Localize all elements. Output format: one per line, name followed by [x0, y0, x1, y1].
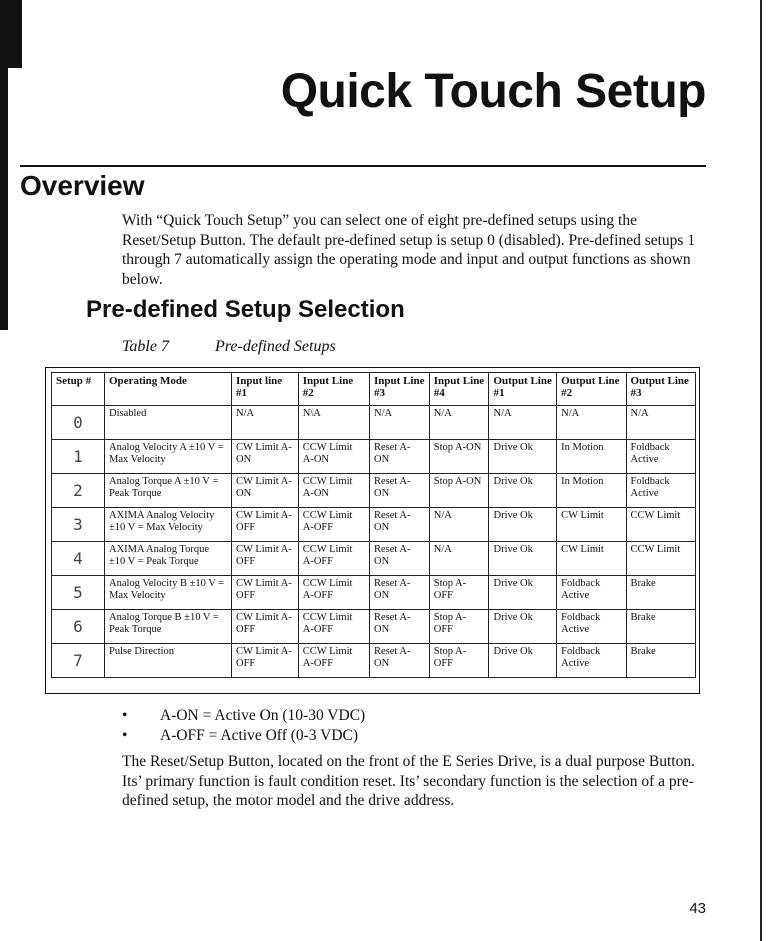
- table-row: [52, 406, 696, 440]
- operating-mode-cell: Analog Torque B ±10 V = Peak Torque: [105, 610, 232, 644]
- input1-cell: CW Limit A-ON: [232, 474, 299, 508]
- setup-number-cell: 1: [52, 440, 105, 474]
- input2-cell: CCW Limit A-OFF: [298, 644, 369, 678]
- setup-number-cell: 0: [52, 406, 105, 440]
- col-header-output3: Output Line #3: [626, 373, 695, 406]
- table-row: [52, 474, 696, 508]
- setup-number-cell: 3: [52, 508, 105, 542]
- output1-cell: Drive Ok: [489, 542, 557, 576]
- output2-cell: N/A: [557, 406, 626, 440]
- operating-mode-cell: AXIMA Analog Torque ±10 V = Peak Torque: [105, 542, 232, 576]
- input2-cell: N\A: [298, 406, 369, 440]
- output2-cell: Foldback Active: [557, 610, 626, 644]
- page-number: 43: [689, 900, 706, 917]
- input4-cell: Stop A-ON: [429, 474, 489, 508]
- table-row: [52, 610, 696, 644]
- setup-number-cell: 2: [52, 474, 105, 508]
- table-title: Pre-defined Setups: [214, 338, 336, 355]
- input2-cell: CCW Limit A-OFF: [298, 508, 369, 542]
- input4-cell: N/A: [429, 508, 489, 542]
- col-header-output2: Output Line #2: [557, 373, 626, 406]
- output1-cell: N/A: [489, 406, 557, 440]
- col-header-input1: Input line #1: [232, 373, 299, 406]
- input1-cell: CW Limit A-OFF: [232, 508, 299, 542]
- operating-mode-cell: Analog Torque A ±10 V = Peak Torque: [105, 474, 232, 508]
- page-right-rule: [760, 0, 762, 941]
- table-header-row: [52, 373, 696, 406]
- setup-number-cell: 7: [52, 644, 105, 678]
- table-row: [52, 576, 696, 610]
- legend-item: • A-ON = Active On (10-30 VDC): [122, 706, 365, 726]
- output1-cell: Drive Ok: [489, 576, 557, 610]
- output3-cell: Brake: [626, 576, 695, 610]
- table-row: [52, 440, 696, 474]
- input4-cell: N/A: [429, 406, 489, 440]
- title-divider: [20, 165, 706, 167]
- output3-cell: Brake: [626, 610, 695, 644]
- input4-cell: Stop A-OFF: [429, 644, 489, 678]
- output2-cell: Foldback Active: [557, 644, 626, 678]
- output2-cell: In Motion: [557, 440, 626, 474]
- operating-mode-cell: AXIMA Analog Velocity ±10 V = Max Velocity: [105, 508, 232, 542]
- table-row: [52, 644, 696, 678]
- input1-cell: CW Limit A-OFF: [232, 644, 299, 678]
- col-header-input4: Input Line #4: [429, 373, 489, 406]
- input4-cell: Stop A-ON: [429, 440, 489, 474]
- operating-mode-cell: Disabled: [105, 406, 232, 440]
- output3-cell: N/A: [626, 406, 695, 440]
- setup-number-cell: 5: [52, 576, 105, 610]
- input2-cell: CCW Limit A-ON: [298, 474, 369, 508]
- table-row: [52, 508, 696, 542]
- input1-cell: CW Limit A-ON: [232, 440, 299, 474]
- setup-table-frame: [45, 367, 700, 694]
- input1-cell: CW Limit A-OFF: [232, 576, 299, 610]
- output1-cell: Drive Ok: [489, 610, 557, 644]
- output2-cell: In Motion: [557, 474, 626, 508]
- legend-item: • A-OFF = Active Off (0-3 VDC): [122, 726, 365, 746]
- overview-heading: Overview: [20, 170, 145, 201]
- output2-cell: CW Limit: [557, 542, 626, 576]
- output3-cell: Foldback Active: [626, 474, 695, 508]
- operating-mode-cell: Pulse Direction: [105, 644, 232, 678]
- col-header-input2: Input Line #2: [298, 373, 369, 406]
- input2-cell: CCW Limit A-OFF: [298, 542, 369, 576]
- predefined-heading: Pre-defined Setup Selection: [86, 296, 405, 323]
- overview-paragraph: With “Quick Touch Setup” you can select one of eight pre-defined setups using the Reset/Setup Button. The default pre-defined setup is setup 0 (disabled). Pre-defined setups 1 through 7 automatically assign the operating mode and input and output functions as shown below.: [122, 212, 696, 288]
- input4-cell: N/A: [429, 542, 489, 576]
- input3-cell: Reset A-ON: [370, 474, 430, 508]
- output2-cell: Foldback Active: [557, 576, 626, 610]
- setup-number-cell: 4: [52, 542, 105, 576]
- output3-cell: Brake: [626, 644, 695, 678]
- operating-mode-cell: Analog Velocity A ±10 V = Max Velocity: [105, 440, 232, 474]
- output1-cell: Drive Ok: [489, 644, 557, 678]
- input1-cell: CW Limit A-OFF: [232, 610, 299, 644]
- input4-cell: Stop A-OFF: [429, 576, 489, 610]
- input3-cell: Reset A-ON: [370, 610, 430, 644]
- signal-legend: [122, 706, 365, 746]
- setup-table: [51, 372, 696, 678]
- closing-paragraph: The Reset/Setup Button, located on the front of the E Series Drive, is a dual purpose Button. Its’ primary function is fault condition reset. Its’ secondary function is the selection of a pre-defined setup, the motor model and the drive address.: [122, 753, 695, 809]
- col-header-input3: Input Line #3: [370, 373, 430, 406]
- output2-cell: CW Limit: [557, 508, 626, 542]
- page-edge-notch: [0, 0, 22, 68]
- table-caption: [122, 338, 336, 356]
- input2-cell: CCW Limit A-OFF: [298, 576, 369, 610]
- input2-cell: CCW Limit A-ON: [298, 440, 369, 474]
- output1-cell: Drive Ok: [489, 440, 557, 474]
- setup-number-cell: 6: [52, 610, 105, 644]
- table-label: Table 7: [122, 338, 169, 355]
- input3-cell: Reset A-ON: [370, 576, 430, 610]
- output3-cell: Foldback Active: [626, 440, 695, 474]
- output1-cell: Drive Ok: [489, 508, 557, 542]
- input1-cell: CW Limit A-OFF: [232, 542, 299, 576]
- input3-cell: N/A: [370, 406, 430, 440]
- table-body: [52, 406, 696, 678]
- table-row: [52, 542, 696, 576]
- output1-cell: Drive Ok: [489, 474, 557, 508]
- output3-cell: CCW Limit: [626, 542, 695, 576]
- page-title: Quick Touch Setup: [280, 65, 706, 118]
- input3-cell: Reset A-ON: [370, 440, 430, 474]
- col-header-setup: Setup #: [52, 373, 105, 406]
- operating-mode-cell: Analog Velocity B ±10 V = Max Velocity: [105, 576, 232, 610]
- col-header-output1: Output Line #1: [489, 373, 557, 406]
- input2-cell: CCW Limit A-OFF: [298, 610, 369, 644]
- input3-cell: Reset A-ON: [370, 644, 430, 678]
- col-header-mode: Operating Mode: [105, 373, 232, 406]
- input3-cell: Reset A-ON: [370, 508, 430, 542]
- output3-cell: CCW Limit: [626, 508, 695, 542]
- input3-cell: Reset A-ON: [370, 542, 430, 576]
- input1-cell: N/A: [232, 406, 299, 440]
- input4-cell: Stop A-OFF: [429, 610, 489, 644]
